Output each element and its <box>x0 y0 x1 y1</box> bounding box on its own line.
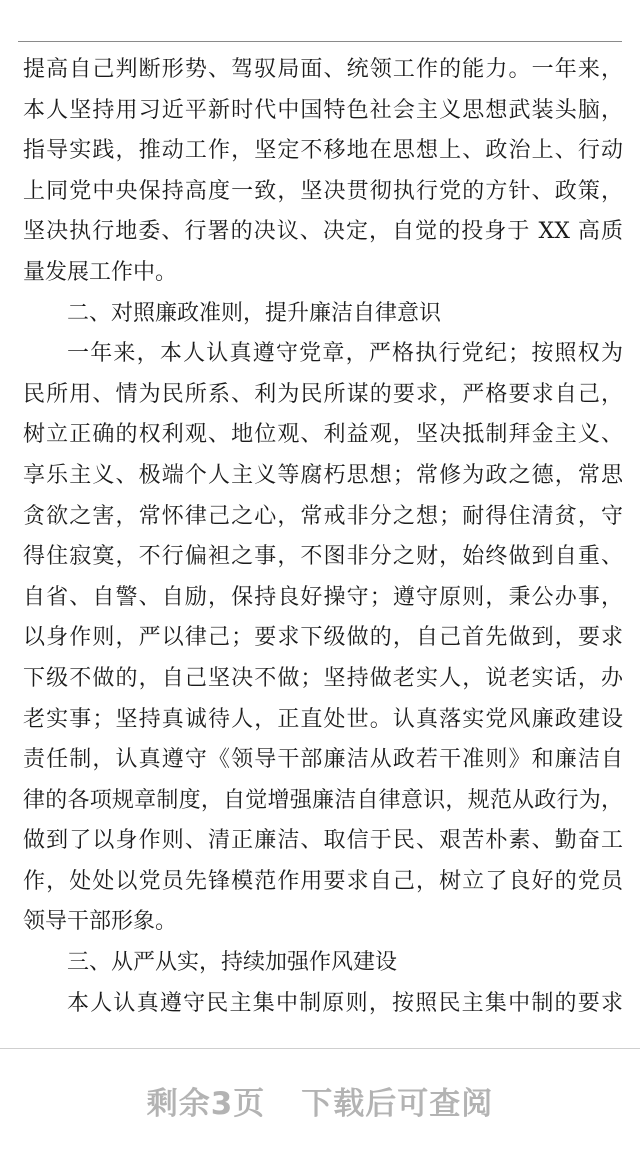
text-line: 律的各项规章制度，自觉增强廉洁自律意识，规范从政行为， <box>23 787 623 813</box>
preview-divider <box>0 1048 640 1049</box>
text-line: 指导实践，推动工作，坚定不移地在思想上、政治上、行动 <box>23 138 623 164</box>
text-line: 责任制，认真遵守《领导干部廉洁从政若干准则》和廉洁自 <box>23 747 623 773</box>
text-line: 下级不做的，自己坚决不做；坚持做老实人，说老实话，办 <box>23 665 623 691</box>
text-line: 享乐主义、极端个人主义等腐朽思想；常修为政之德，常思 <box>23 462 623 488</box>
header-rule <box>18 41 622 42</box>
section-heading-3: 三、从严从实，持续加强作风建设 <box>67 950 398 976</box>
text-line: 领导干部形象。 <box>23 909 178 935</box>
section-heading-2: 二、对照廉政准则，提升廉洁自律意识 <box>67 300 442 326</box>
remaining-pages-label: 剩余3页 <box>146 1086 266 1122</box>
text-line: 本人坚持用习近平新时代中国特色社会主义思想武装头脑， <box>23 97 623 123</box>
text-line: 提高自己判断形势、驾驭局面、统领工作的能力。一年来， <box>23 57 623 82</box>
text-line: 一年来，本人认真遵守党章，严格执行党纪；按照权为 <box>67 341 623 367</box>
text-line: 坚决执行地委、行署的决议、决定，自觉的投身于 XX 高质 <box>23 219 623 245</box>
text-line: 量发展工作中。 <box>23 259 178 285</box>
text-line: 本人认真遵守民主集中制原则，按照民主集中制的要求 <box>67 990 623 1016</box>
text-line: 民所用、情为民所系、利为民所谋的要求，严格要求自己， <box>23 381 623 407</box>
text-line: 树立正确的权利观、地位观、利益观，坚决抵制拜金主义、 <box>23 422 623 448</box>
text-line: 以身作则，严以律己；要求下级做的，自己首先做到，要求 <box>23 625 623 651</box>
preview-footer[interactable] <box>0 1078 640 1123</box>
text-line: 做到了以身作则、清正廉洁、取信于民、艰苦朴素、勤奋工 <box>23 828 623 854</box>
text-line: 老实事；坚持真诚待人，正直处世。认真落实党风廉政建设 <box>23 706 623 732</box>
text-line: 作，处处以党员先锋模范作用要求自己，树立了良好的党员 <box>23 868 623 894</box>
download-hint-label: 下载后可查阅 <box>301 1086 494 1122</box>
document-body <box>23 50 623 1024</box>
text-line: 贪欲之害，常怀律己之心，常戒非分之想；耐得住清贫，守 <box>23 503 623 529</box>
text-line: 得住寂寞，不行偏袒之事，不图非分之财，始终做到自重、 <box>23 544 623 570</box>
text-line: 上同党中央保持高度一致，坚决贯彻执行党的方针、政策， <box>23 178 623 204</box>
text-line: 自省、自警、自励，保持良好操守；遵守原则，秉公办事， <box>23 584 623 610</box>
